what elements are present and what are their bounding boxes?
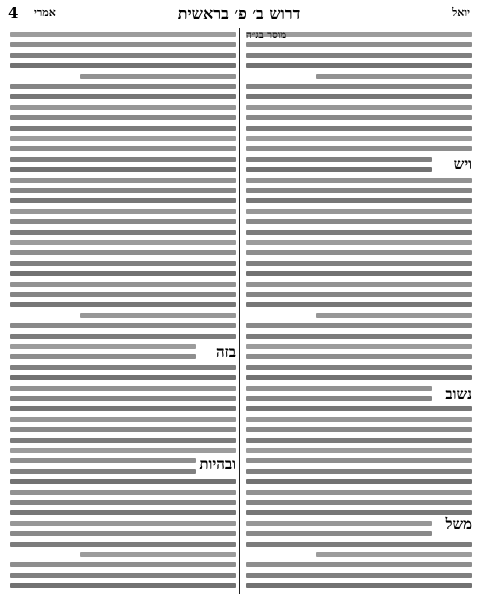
text-line [246,344,472,349]
text-line [10,448,236,453]
text-line [246,406,472,411]
page-header [8,4,470,24]
section-lead-word: משל [445,515,472,533]
header-right-word: יואל [452,6,470,19]
text-line [246,365,472,370]
text-line [10,323,236,328]
text-line [246,167,432,172]
text-line [10,406,236,411]
text-line [246,396,432,401]
text-line [246,230,472,235]
text-line [246,219,472,224]
text-line [246,458,472,463]
text-line [246,531,432,536]
text-line [246,146,472,151]
text-line [10,271,236,276]
text-line [246,448,472,453]
text-line [246,417,472,422]
text-line [246,500,472,505]
text-line [10,573,236,578]
text-line [10,365,236,370]
text-line [10,126,236,131]
text-line [10,375,236,380]
text-line [246,188,472,193]
left-column [10,28,236,594]
text-line [10,157,236,162]
text-line [316,74,472,79]
text-line [246,583,472,588]
text-line [246,479,472,484]
text-line [10,115,236,120]
text-line [80,313,236,318]
text-line [246,198,472,203]
text-line [246,323,472,328]
text-line [246,157,432,162]
text-line [246,178,472,183]
text-line [80,552,236,557]
text-line [10,521,236,526]
text-line [246,292,472,297]
text-line [246,510,472,515]
text-line [10,427,236,432]
text-line [10,209,236,214]
text-line [246,386,432,391]
text-line [10,583,236,588]
text-line [10,302,236,307]
text-line [10,469,196,474]
text-line [10,105,236,110]
text-line [10,438,236,443]
text-line [246,63,472,68]
text-line [246,240,472,245]
text-line [10,219,236,224]
text-line [246,562,472,567]
text-line [10,261,236,266]
text-line [316,552,472,557]
text-line [10,230,236,235]
section-lead-word: בזה [215,343,236,361]
text-line [10,188,236,193]
text-line [10,42,236,47]
text-line [246,105,472,110]
text-line [10,417,236,422]
text-line [246,53,472,58]
text-line [246,84,472,89]
page-title: דרוש ב׳ פ׳ בראשית [177,4,301,23]
text-line [246,521,432,526]
text-line [246,490,472,495]
text-line [10,458,196,463]
text-line [10,32,236,37]
text-line [10,53,236,58]
text-line [10,250,236,255]
text-line [246,469,472,474]
text-line [10,386,236,391]
text-line [10,198,236,203]
text-line [10,344,196,349]
text-line [10,562,236,567]
page-number: 4 [8,4,19,22]
section-lead-word: ובהיות [199,455,236,473]
text-line [246,282,472,287]
text-line [10,510,236,515]
text-line [10,500,236,505]
text-line [246,126,472,131]
text-line [246,334,472,339]
column-divider [239,28,240,594]
text-line [246,542,472,547]
text-line [246,94,472,99]
text-line [80,74,236,79]
text-line [316,313,472,318]
text-line [10,490,236,495]
text-line [246,375,472,380]
text-line [10,84,236,89]
text-line [246,438,472,443]
text-line [10,354,196,359]
text-line [10,178,236,183]
text-line [10,136,236,141]
text-line [246,271,472,276]
text-line [10,240,236,245]
text-line [10,94,236,99]
text-line [10,167,236,172]
text-line [10,396,236,401]
text-line [10,282,236,287]
text-line [246,209,472,214]
text-line [10,531,236,536]
text-line [10,334,236,339]
right-column [246,28,472,594]
text-line [246,261,472,266]
text-line [10,292,236,297]
header-subheading: אמרי [34,6,56,19]
text-line [246,32,472,37]
section-lead-word: ויש [453,155,472,173]
text-line [246,354,472,359]
text-line [10,146,236,151]
text-line [246,136,472,141]
section-lead-word: נשוב [445,385,472,403]
text-line [246,573,472,578]
text-line [246,42,472,47]
text-line [246,302,472,307]
text-line [246,250,472,255]
text-line [246,427,472,432]
text-line [10,63,236,68]
text-line [10,479,236,484]
text-line [10,542,236,547]
text-line [246,115,472,120]
